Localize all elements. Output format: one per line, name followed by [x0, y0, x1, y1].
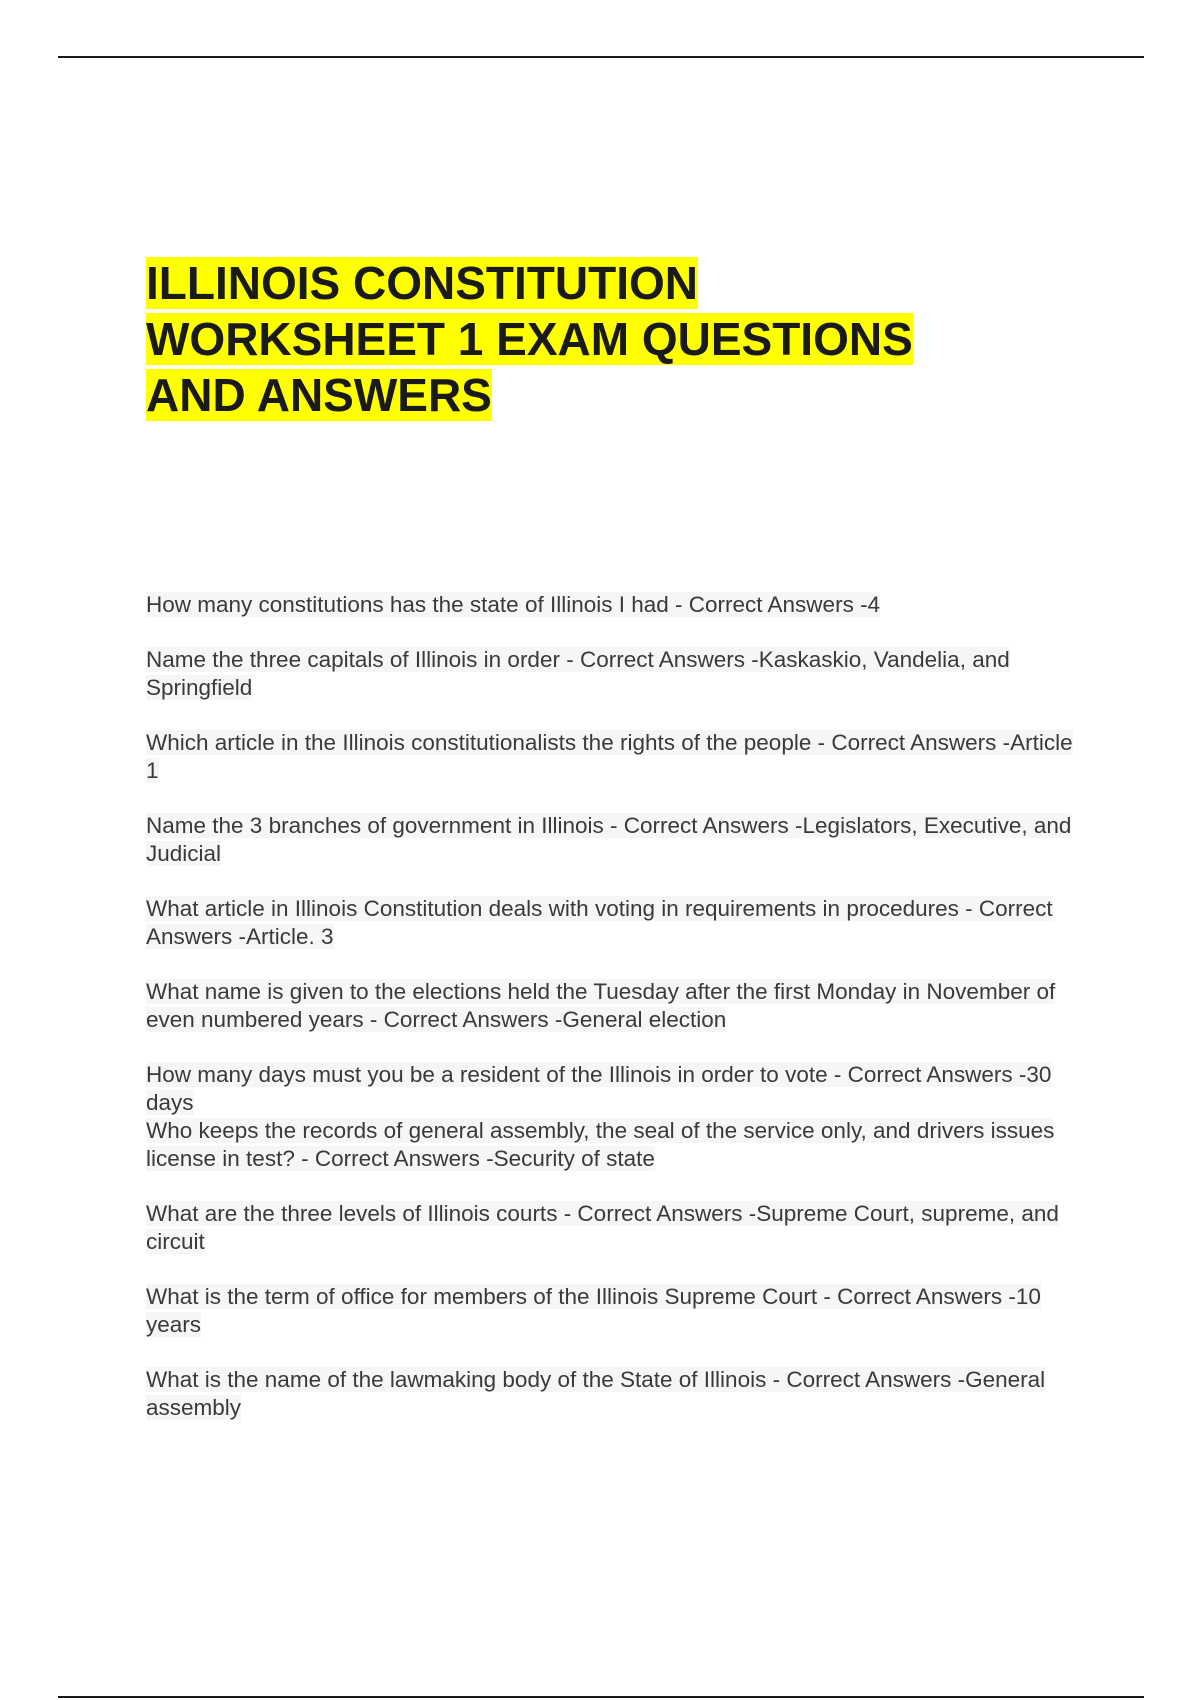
qa-text: Who keeps the records of general assembly, the seal of the service only, and drivers issues license in test? - Correct Answers -Security of state: [146, 1118, 1055, 1171]
top-rule: [58, 56, 1144, 58]
qa-text: How many constitutions has the state of Illinois I had - Correct Answers -4: [146, 592, 881, 617]
qa-text: How many days must you be a resident of the Illinois in order to vote - Correct Answers -30 days: [146, 1062, 1052, 1115]
qa-text: What are the three levels of Illinois courts - Correct Answers -Supreme Court, supreme, and circuit: [146, 1201, 1059, 1254]
title-line: ILLINOIS CONSTITUTION: [146, 257, 698, 309]
qa-item: [146, 1061, 1086, 1117]
qa-item: [146, 1366, 1086, 1422]
qa-list: [146, 591, 1086, 1449]
qa-text: What is the name of the lawmaking body of the State of Illinois - Correct Answers -General assembly: [146, 1367, 1046, 1420]
qa-item: [146, 895, 1086, 951]
qa-text: Name the 3 branches of government in Illinois - Correct Answers -Legislators, Executive, and Judicial: [146, 813, 1072, 866]
qa-text: What is the term of office for members of the Illinois Supreme Court - Correct Answers -10 years: [146, 1284, 1041, 1337]
title-line: AND ANSWERS: [146, 369, 492, 421]
qa-text: Which article in the Illinois constitutionalists the rights of the people - Correct Answers -Article 1: [146, 730, 1073, 783]
bottom-rule: [58, 1696, 1144, 1698]
qa-item: [146, 729, 1086, 785]
qa-item: [146, 1200, 1086, 1256]
qa-item: [146, 978, 1086, 1034]
qa-text: What article in Illinois Constitution deals with voting in requirements in procedures - Correct Answers -Article. 3: [146, 896, 1053, 949]
qa-item: [146, 1283, 1086, 1339]
qa-text: What name is given to the elections held the Tuesday after the first Monday in November of even numbered years - Correct Answers -General election: [146, 979, 1056, 1032]
qa-text: Name the three capitals of Illinois in order - Correct Answers -Kaskaskio, Vandelia, and Springfield: [146, 647, 1010, 700]
document-title: [146, 255, 1046, 423]
qa-item: [146, 1117, 1086, 1173]
qa-item: [146, 812, 1086, 868]
title-line: WORKSHEET 1 EXAM QUESTIONS: [146, 313, 913, 365]
qa-item: [146, 646, 1086, 702]
qa-item: [146, 591, 1086, 619]
